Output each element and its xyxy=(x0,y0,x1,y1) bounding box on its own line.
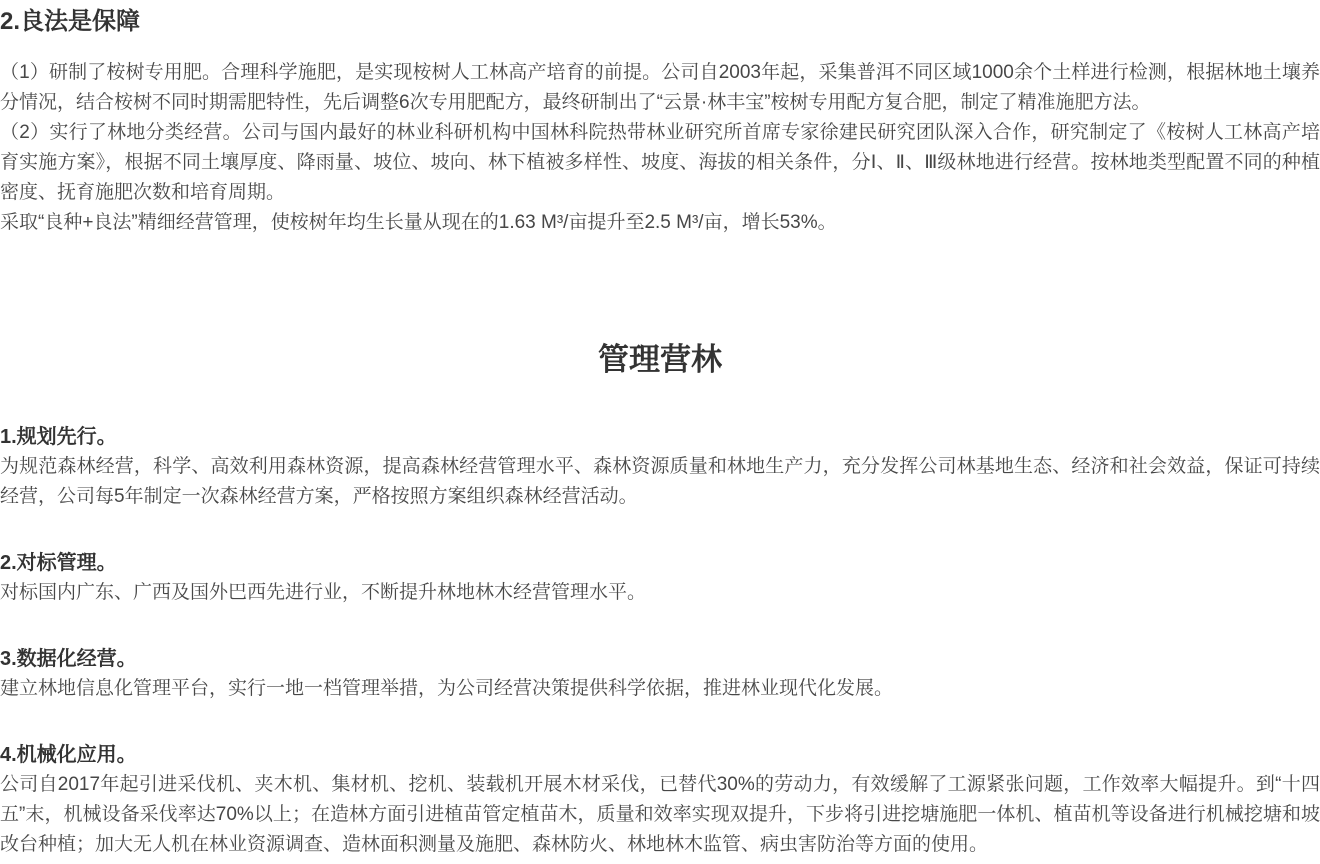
section-heading-data-management: 3.数据化经营。 xyxy=(0,648,137,670)
top-paragraph-group xyxy=(0,58,1320,238)
section-data-management xyxy=(0,644,1320,704)
section-mechanization xyxy=(0,740,1320,860)
section-heading-good-methods: 2.良法是保障 xyxy=(0,8,141,35)
section-planning xyxy=(0,422,1320,512)
paragraph-special-fertilizer: （1）研制了桉树专用肥。合理科学施肥，是实现桉树人工林高产培育的前提。公司自2003年起，采集普洱不同区域1000余个土样进行检测，根据林地土壤养分情况，结合桉树不同时期需肥特性，先后调整6次专用肥配方，最终研制出了“云景·林丰宝”桉树专用配方复合肥，制定了精准施肥方法。 xyxy=(0,62,1320,113)
section-body-data-management: 建立林地信息化管理平台，实行一地一档管理举措，为公司经营决策提供科学依据，推进林业现代化发展。 xyxy=(0,678,894,699)
paragraph-land-classification: （2）实行了林地分类经营。公司与国内最好的林业科研机构中国林科院热带林业研究所首席专家徐建民研究团队深入合作，研究制定了《桉树人工林高产培育实施方案》，根据不同土壤厚度、降雨量、坡位、坡向、林下植被多样性、坡度、海拔的相关条件，分Ⅰ、Ⅱ、Ⅲ级林地进行经营。按林地类型配置不同的种植密度、抚育施肥次数和培育周期。 xyxy=(0,122,1320,203)
section-heading-planning: 1.规划先行。 xyxy=(0,426,117,448)
page-title-forest-management: 管理营林 xyxy=(598,342,722,377)
section-body-mechanization: 公司自2017年起引进采伐机、夹木机、集材机、挖机、装载机开展木材采伐，已替代30%的劳动力，有效缓解了工源紧张问题，工作效率大幅提升。到“十四五”末，机械设备采伐率达70%以上；在造林方面引进植苗管定植苗木，质量和效率实现双提升，下步将引进挖塘施肥一体机、植苗机等设备进行机械挖塘和坡改台种植；加大无人机在林业资源调查、造林面积测量及施肥、森林防火、林地林木监管、病虫害防治等方面的使用。 xyxy=(0,774,1320,855)
section-benchmarking xyxy=(0,548,1320,608)
section-heading-benchmarking: 2.对标管理。 xyxy=(0,552,117,574)
management-sections xyxy=(0,422,1320,860)
section-body-benchmarking: 对标国内广东、广西及国外巴西先进行业，不断提升林地林木经营管理水平。 xyxy=(0,582,647,603)
section-body-planning: 为规范森林经营，科学、高效利用森林资源，提高森林经营管理水平、森林资源质量和林地生产力，充分发挥公司林基地生态、经济和社会效益，保证可持续经营，公司每5年制定一次森林经营方案，严格按照方案组织森林经营活动。 xyxy=(0,456,1320,507)
paragraph-growth-increase: 采取“良种+良法”精细经营管理，使桉树年均生长量从现在的1.63 M³/亩提升至2.5 M³/亩，增长53%。 xyxy=(0,212,837,233)
section-heading-mechanization: 4.机械化应用。 xyxy=(0,744,137,766)
